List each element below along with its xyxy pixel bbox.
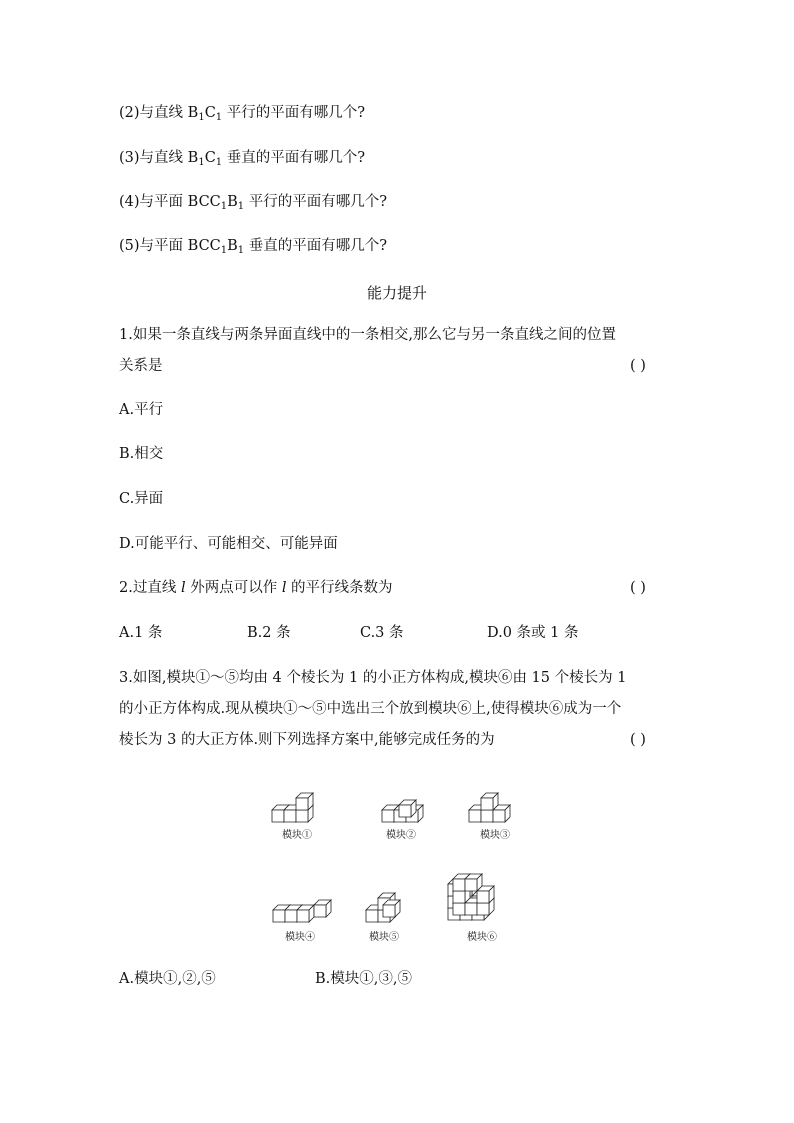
problem-3-line-3: 棱长为 3 的大正方体.则下列选择方案中,能够完成任务的为: [119, 732, 495, 748]
cube-face: [465, 903, 477, 915]
problem-1-line-2: 关系是: [119, 358, 163, 374]
cube-face: [465, 879, 477, 891]
problem-3-answer-paren: ( ): [630, 732, 646, 748]
problem-1-line-1: 1.如果一条直线与两条异面直线中的一条相交,那么它与另一条直线之间的位置: [119, 327, 616, 343]
module-5-label: 模块⑤: [369, 932, 399, 943]
section-title: 能力提升: [366, 284, 427, 302]
problem-2-option-a: A.1 条: [119, 625, 163, 641]
cube-face: [453, 903, 465, 915]
cube-face: [296, 810, 308, 822]
problem-3-line-2: 的小正方体构成.现从模块①～⑤中选出三个放到模块⑥上,使得模块⑥成为一个: [119, 701, 622, 717]
cube-face: [314, 905, 326, 917]
cube-face: [481, 810, 493, 822]
cube-face: [477, 891, 489, 903]
module-2-label: 模块②: [386, 830, 416, 841]
problem-3-option-b: B.模块①,③,⑤: [315, 971, 412, 987]
cube-face: [481, 798, 493, 810]
cube-face: [399, 805, 411, 817]
module-3-label: 模块③: [480, 830, 510, 841]
cube-face: [297, 910, 309, 922]
cube-face: [366, 910, 378, 922]
cube-face: [383, 905, 395, 917]
module-4-figure: [271, 890, 337, 924]
cube-face: [469, 810, 481, 822]
module-6-figure: [446, 868, 518, 924]
problem-1-option-d: D.可能平行、可能相交、可能异面: [119, 536, 338, 552]
problem-2-option-c: C.3 条: [360, 625, 404, 641]
module-6-label: 模块⑥: [467, 932, 497, 943]
problem-2-option-d: D.0 条或 1 条: [487, 625, 579, 641]
module-5-figure: [364, 880, 412, 924]
cube-face: [453, 879, 465, 891]
question-3: (3)与直线 $B_1C_1$ 垂直的平面有哪几个?: [119, 150, 366, 168]
problem-2-answer-paren: ( ): [630, 580, 646, 596]
question-5: (5)与平面 $BCC_1B_1$ 垂直的平面有哪几个?: [119, 238, 388, 256]
cube-face: [296, 798, 308, 810]
problem-1-option-b: B.相交: [119, 446, 164, 462]
module-1-figure: [270, 784, 332, 824]
question-2: (2)与直线 $B_1C_1$ 平行的平面有哪几个?: [119, 105, 366, 123]
problem-2-option-b: B.2 条: [247, 625, 291, 641]
problem-3-line-1: 3.如图,模块①～⑤均由 4 个棱长为 1 的小正方体构成,模块⑥由 15 个棱长为 1: [119, 670, 627, 686]
problem-2-stem: 2.过直线 l 外两点可以作 l 的平行线条数为: [119, 580, 393, 596]
cube-face: [493, 810, 505, 822]
problem-1-answer-paren: ( ): [630, 358, 646, 374]
cube-face: [273, 910, 285, 922]
cube-face: [477, 903, 489, 915]
question-4: (4)与平面 $BCC_1B_1$ 平行的平面有哪几个?: [119, 194, 388, 212]
module-4-label: 模块④: [285, 932, 315, 943]
cube-face: [272, 810, 284, 822]
cube-face: [285, 910, 297, 922]
module-1-label: 模块①: [282, 830, 312, 841]
cube-face: [284, 810, 296, 822]
problem-3-option-a: A.模块①,②,⑤: [119, 971, 216, 987]
module-3-figure: [467, 782, 529, 824]
cube-face: [453, 891, 465, 903]
problem-1-option-c: C.异面: [119, 491, 164, 507]
module-2-figure: [380, 792, 430, 824]
problem-1-option-a: A.平行: [119, 402, 164, 418]
cube-face: [382, 810, 394, 822]
